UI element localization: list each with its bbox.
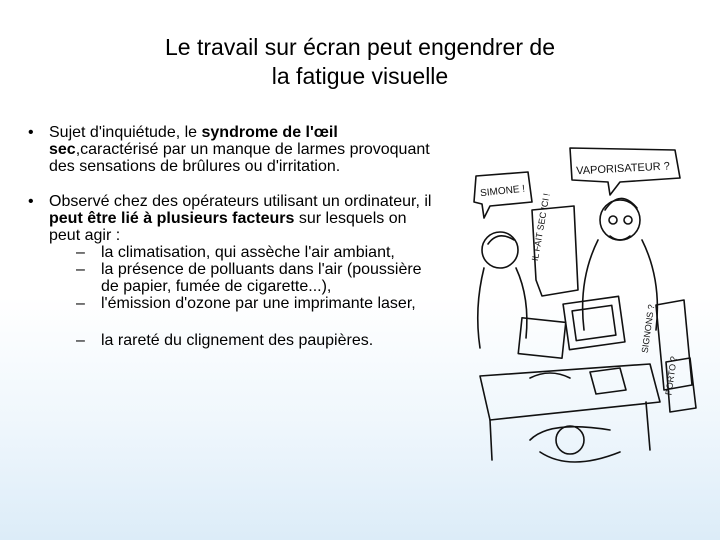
bullet-text-pre: Sujet d'inquiétude, le	[49, 124, 202, 141]
sub-item-dash: –	[76, 261, 85, 278]
bubble-text-il-fait-sec: IL FAIT SEC ICI !	[529, 192, 552, 262]
bullet-dry-eye	[28, 124, 438, 175]
bullet-text-post: sur lesquels on peut agir :	[49, 210, 407, 244]
slide-body	[28, 124, 438, 349]
bullet-marker: •	[28, 124, 34, 141]
sub-item-dash: –	[76, 295, 85, 312]
bullet-text-pre: Observé chez des opérateurs utilisant un ordinateur, il	[49, 193, 432, 210]
office-cartoon-illustration	[470, 140, 700, 475]
sub-item-text: la présence de polluants dans l'air (poussière de papier, fumée de cigarette...),	[101, 261, 422, 295]
sub-item-ozone	[49, 295, 438, 312]
bubble-text-simone: SIMONE !	[479, 183, 526, 200]
sub-item-blinking	[49, 332, 438, 349]
bullet-text-bold: syndrome de l'œil sec	[49, 124, 338, 158]
bullet-text-bold: peut être lié à plusieurs facteurs	[49, 210, 295, 227]
bubble-text-porto: PORTO ?	[663, 355, 679, 396]
title-line-2: la fatigue visuelle	[271, 63, 449, 89]
slide-title	[60, 33, 660, 91]
bubble-text-vaporisateur: VAPORISATEUR ?	[575, 160, 671, 178]
sub-item-pollutants	[49, 261, 438, 295]
sub-item-text: la rareté du clignement des paupières.	[101, 332, 374, 349]
sub-item-text: la climatisation, qui assèche l'air ambiant,	[101, 244, 395, 261]
bullet-marker: •	[28, 193, 34, 210]
title-line-1: Le travail sur écran peut engendrer de	[165, 34, 555, 60]
bullet-text-post: ,caractérisé par un manque de larmes provoquant des sensations de brûlures ou d'irritation.	[49, 141, 430, 175]
bullet-factors	[28, 193, 438, 349]
sub-item-dash: –	[76, 244, 85, 261]
sub-item-air-conditioning	[49, 244, 438, 261]
cartoon-people-sketch	[478, 198, 660, 462]
sub-item-dash: –	[76, 332, 85, 349]
bubble-text-signons: SIGNONS ?	[639, 303, 657, 354]
sub-item-text: l'émission d'ozone par une imprimante laser,	[101, 295, 416, 312]
